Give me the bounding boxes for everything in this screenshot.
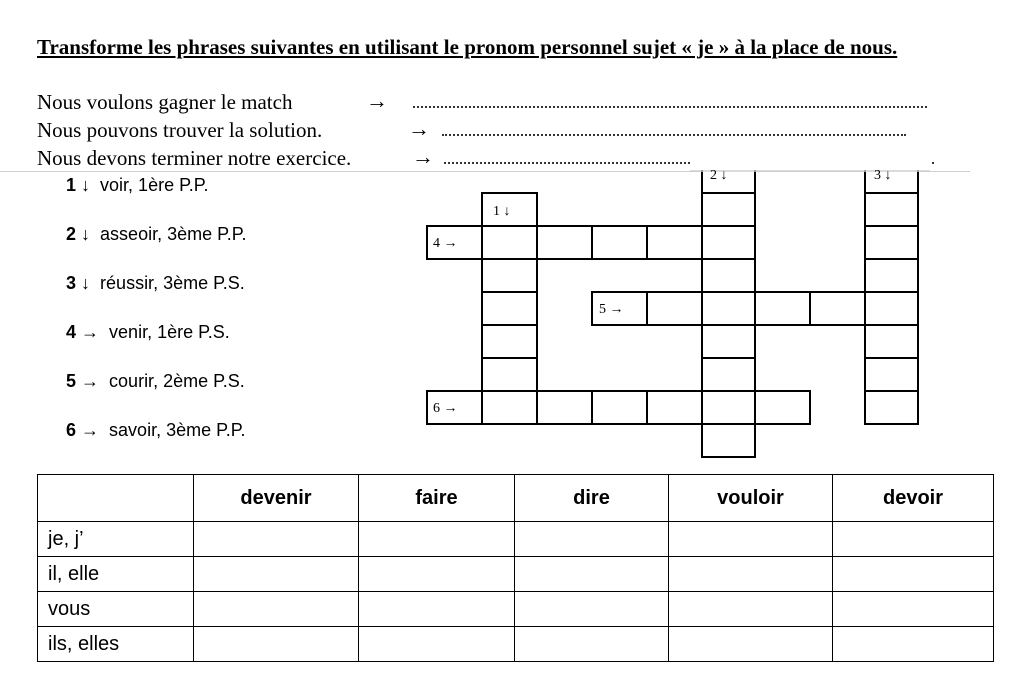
crossword-cell[interactable] (865, 292, 918, 325)
crossword-cell[interactable] (592, 226, 647, 259)
table-header-vouloir: vouloir (669, 475, 833, 522)
clue-1: 1 ↓ voir, 1ère P.P. (66, 175, 209, 195)
crossword-cell[interactable] (865, 391, 918, 424)
crossword-cell[interactable] (482, 259, 537, 292)
answer-cell[interactable] (833, 557, 994, 592)
crossword-cell[interactable] (482, 358, 537, 391)
pronoun-cell: je, j’ (38, 522, 194, 557)
crossword-cell[interactable] (702, 226, 755, 259)
table-header-faire: faire (359, 475, 515, 522)
answer-cell[interactable] (359, 627, 515, 662)
conjugation-table (37, 474, 994, 662)
crossword-cell[interactable] (755, 391, 810, 424)
crossword-cell[interactable] (647, 391, 702, 424)
crossword-cell[interactable] (702, 358, 755, 391)
crossword-cell[interactable] (702, 424, 755, 457)
table-header-devoir: devoir (833, 475, 994, 522)
crossword-cell[interactable] (482, 325, 537, 358)
answer-cell[interactable] (359, 592, 515, 627)
exercise-title: Transforme les phrases suivantes en utilisant le pronom personnel sujet « je » à la place de nous. (37, 35, 898, 59)
grid-label-1: 1 ↓ (493, 204, 511, 219)
crossword-cell[interactable] (537, 391, 592, 424)
crossword-cell[interactable] (537, 226, 592, 259)
crossword-cell[interactable] (647, 226, 702, 259)
crossword-cell[interactable] (482, 292, 537, 325)
arrow-icon: → (412, 144, 434, 169)
sentence-2: Nous pouvons trouver la solution. (37, 118, 323, 142)
answer-cell[interactable] (515, 522, 669, 557)
answer-cell[interactable] (194, 522, 359, 557)
answer-cell[interactable] (669, 627, 833, 662)
answer-cell[interactable] (359, 557, 515, 592)
table-header-devenir: devenir (194, 475, 359, 522)
answer-cell[interactable] (515, 592, 669, 627)
answer-cell[interactable] (194, 592, 359, 627)
grid-label-3: 3 ↓ (874, 168, 892, 183)
grid-label-6: 6 → (433, 401, 458, 416)
crossword-cell[interactable] (865, 325, 918, 358)
table-row (38, 522, 994, 557)
answer-cell[interactable] (833, 522, 994, 557)
clue-5: 5 → courir, 2ème P.S. (66, 371, 245, 391)
crossword-cell[interactable] (482, 391, 537, 424)
sentence-1: Nous voulons gagner le match (37, 90, 293, 114)
answer-cell[interactable] (515, 557, 669, 592)
crossword-cell[interactable] (647, 292, 702, 325)
clue-2: 2 ↓ asseoir, 3ème P.P. (66, 224, 247, 244)
crossword-cell[interactable] (865, 193, 918, 226)
clue-6: 6 → savoir, 3ème P.P. (66, 420, 246, 440)
pronoun-cell: ils, elles (38, 627, 194, 662)
crossword-cell[interactable] (702, 292, 755, 325)
table-header-dire: dire (515, 475, 669, 522)
crossword-cell[interactable] (865, 226, 918, 259)
answer-cell[interactable] (833, 592, 994, 627)
crossword-cell[interactable] (702, 391, 755, 424)
table-row (38, 557, 994, 592)
answer-cell[interactable] (669, 592, 833, 627)
answer-cell[interactable] (194, 557, 359, 592)
answer-cell[interactable] (515, 627, 669, 662)
crossword-cell[interactable] (865, 259, 918, 292)
table-header-empty (38, 475, 194, 522)
crossword-cell[interactable] (702, 325, 755, 358)
table-header-row (38, 475, 994, 522)
table-row (38, 627, 994, 662)
crossword-cell[interactable] (702, 193, 755, 226)
table-row (38, 592, 994, 627)
answer-cell[interactable] (359, 522, 515, 557)
clue-4: 4 → venir, 1ère P.S. (66, 322, 230, 342)
answer-cell[interactable] (833, 627, 994, 662)
crossword-cell[interactable] (702, 259, 755, 292)
crossword-cell[interactable] (592, 391, 647, 424)
arrow-icon: → (408, 116, 430, 141)
pronoun-cell: vous (38, 592, 194, 627)
answer-cell[interactable] (669, 557, 833, 592)
answer-cell[interactable] (194, 627, 359, 662)
sentence-3: Nous devons terminer notre exercice. (37, 146, 352, 170)
grid-label-2: 2 ↓ (710, 168, 728, 183)
pronoun-cell: il, elle (38, 557, 194, 592)
grid-label-4: 4 → (433, 236, 458, 251)
clue-3: 3 ↓ réussir, 3ème P.S. (66, 273, 245, 293)
grid-label-5: 5 → (599, 302, 624, 317)
crossword-cell[interactable] (810, 292, 865, 325)
arrow-icon: → (366, 88, 388, 113)
crossword-cell[interactable] (755, 292, 810, 325)
crossword-cell[interactable] (482, 226, 537, 259)
crossword-cell[interactable] (865, 358, 918, 391)
answer-cell[interactable] (669, 522, 833, 557)
